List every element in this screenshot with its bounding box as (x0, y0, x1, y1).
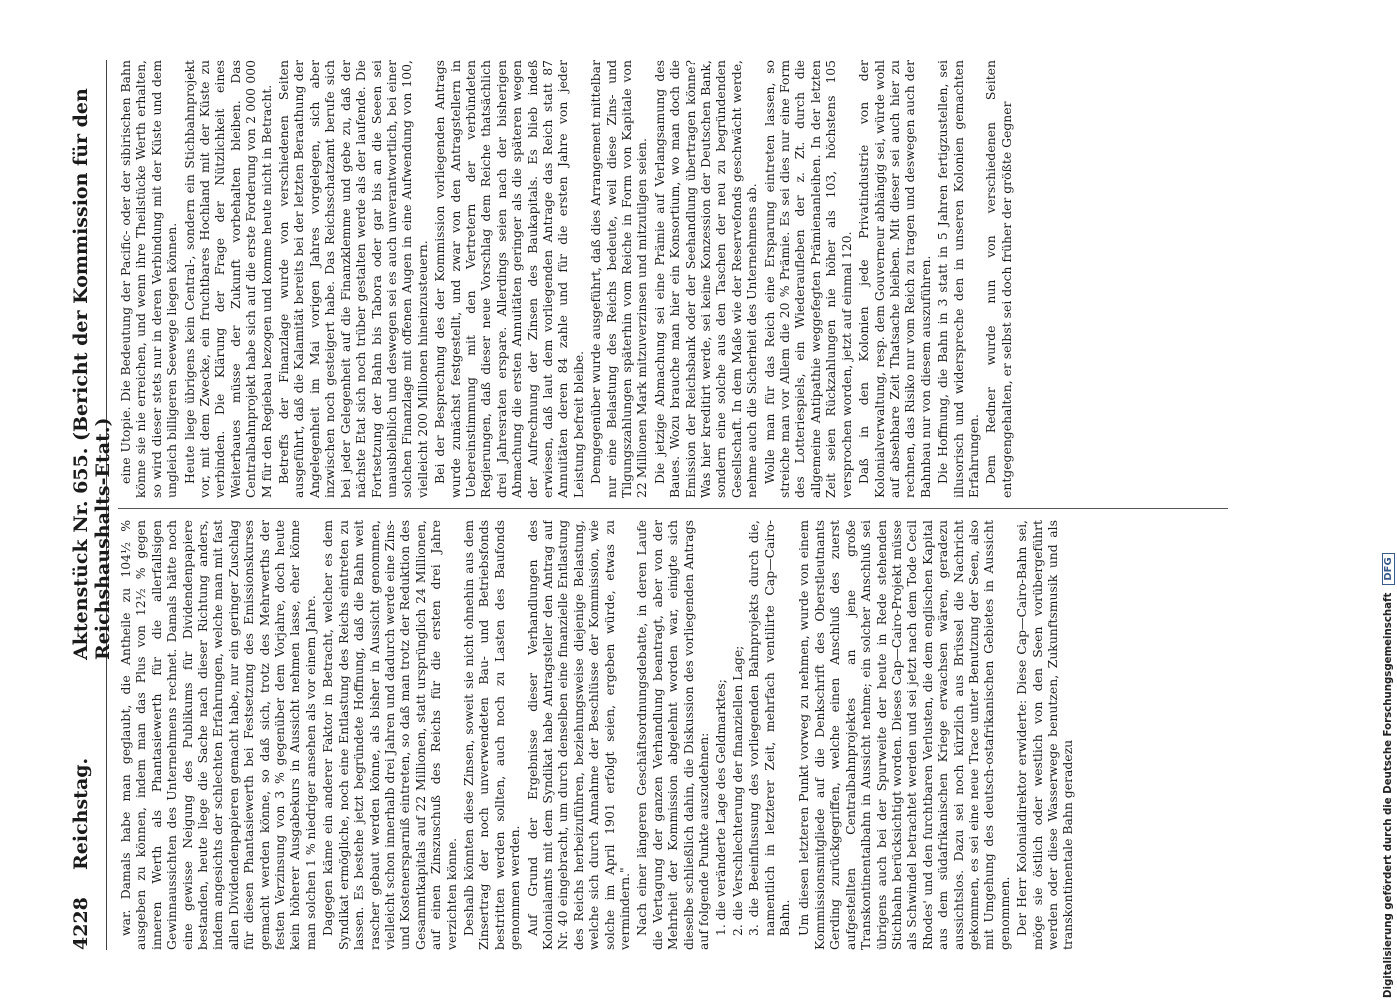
digitization-footer (1378, 0, 1397, 998)
paragraph: Deshalb könnten diese Zinsen, soweit sie nicht ohnehin aus dem Zinsertrag der noch unverwendeten Bau- und Betriebsfonds bestritten werden sollten, auch noch zu Lasten des Baufonds genommen werden. (460, 520, 523, 950)
list-item: 2. die Verschlechterung der finanziellen Lage; (729, 645, 745, 936)
header-center-title: Aktenstück Nr. 655. (Bericht der Kommission für den Reichshaushalts-Etat.) (70, 88, 114, 660)
text-column-left (118, 520, 1228, 950)
list-item: 3. die Beeinflussung des vorliegenden Bahnprojekts durch die, namentlich in letzterer Zeit, mehrfach ventilirte Cap—Cairo-Bahn. (746, 520, 793, 936)
paragraph: Der Herr Kolonialdirektor erwiderte: Diese Cap—Cairo-Bahn sei, möge sie östlich oder westlich von den Seen vorübergeführt werden oder diese Wasserwege benutzen, Zukunftsmusik und als transkontinentale Bahn geradezu (1014, 520, 1076, 950)
list-item: 1. die veränderte Lage des Geldmarktes; (713, 679, 729, 936)
paragraph: Die jetzige Abmachung sei eine Prämie auf Verlangsamung des Baues. Wozu brauche man hier ein Konsortium, wo man doch die Emission der Reichsbank oder der Seehandlung übertragen könne? Was hier kreditirt werde, sei keine Konzession der Deutschen Bank, sondern eine solche aus den Taschen der neu zu begründenden Gesellschaft. In dem Maße wie der Reservefonds geschwächt werde, nehme auch die Sicherheit des Unternehmens ab. (651, 60, 760, 498)
digitization-notice: Digitalisierung gefördert durch die Deutsche Forschungsgemeinschaft (1382, 592, 1394, 998)
paragraph: eine Utopie. Die Bedeutung der Pacific- oder der sibirischen Bahn könne sie nie erreichen, und wenn ihre Theilstücke Werth erhalten, so wird dieser stets nur in deren Verbindung mit der Küste und dem ungleich billigeren Seewege liegen können. (118, 60, 180, 498)
paragraph: Dem Redner wurde nun von verschiedenen Seiten entgegengehalten, er selbst sei doch früher der größte Gegner (983, 60, 1014, 498)
paragraph: Wolle man für das Reich eine Ersparung eintreten lassen, so streiche man vor Allem die 20 % Prämie. Es sei dies nur eine Form des Lotteriespiels, ein Wiederaufleben der z. Zt. durch die allgemeine Antipathie weggefegten Prämienanleihen. In der letzten Zeit seien Rückzahlungen nie höher als 103, höchstens 105 versprochen worden, jetzt auf einmal 120. (761, 60, 854, 498)
paragraph: Die Hoffnung, die Bahn in 3 statt in 5 Jahren fertigzustellen, sei illusorisch und widerspreche den in unseren Kolonien gemachten Erfahrungen. (935, 60, 981, 498)
paragraph: Bei der Besprechung des der Kommission vorliegenden Antrags wurde zunächst festgestellt, und zwar von den Antragstellern in Uebereinstimmung mit den Vertretern der verbündeten Regierungen, daß dieser neue Vorschlag dem Reiche thatsächlich drei Jahresraten erspare. Allerdings seien nach der bisherigen Abmachung die ersten Annuitäten geringer als die späteren wegen der Aufrechnung der Zinsen des Baukapitals. Es blieb indeß erwiesen, daß laut dem vorliegenden Antrage das Reich statt 87 Annuitäten deren 84 zahle und für die ersten Jahre von jeder Leistung befreit bleibe. (432, 60, 586, 498)
paragraph: Auf Grund der Ergebnisse dieser Verhandlungen des Kolonialamts mit dem Syndikat habe Antragsteller den Antrag auf Nr. 40 eingebracht, um durch denselben eine finanzielle Entlastung des Reichs herbeizuführen, beziehungsweise diejenige Belastung, welche sich durch Annahme der Beschlüsse der Kommission, wie solche im April 1901 erfolgt seien, ergeben würde, etwas zu vermindern." (524, 520, 632, 950)
paragraph: Dagegen käme ein anderer Faktor in Betracht, welcher es dem Syndikat ermögliche, noch eine Entlastung des Reichs eintreten zu lassen. Es bestehe jetzt begründete Hoffnung, daß die Bahn weit rascher gebaut werden könne, als bisher in Aussicht genommen, vielleicht schon innerhalb drei Jahren und dadurch werde eine Zins- und Kostenersparniß eintreten, so daß man trotz der Reduktion des Gesammtkapitals auf 22 Millionen, statt ursprünglich 24 Millionen, auf einen Zinszuschuß des Reichs für die ersten drei Jahre verzichten könne. (320, 520, 459, 950)
paragraph: Heute liege übrigens kein Central-, sondern ein Stichbahnprojekt vor, mit dem Zwecke, ein fruchtbares Hochland mit der Küste zu verbinden. Die Klärung der Frage der Nützlichkeit eines Weiterbaues müsse der Zukunft vorbehalten bleiben. Das Centralbahnprojekt habe sich auf die erste Forderung von 2 000 000 M für den Regiebau bezogen und komme heute nicht in Betracht. (181, 60, 274, 498)
paragraph: Daß in den Kolonien jede Privatindustrie von der Kolonialverwaltung, resp. dem Gouverneur abhängig sei, würde wohl auf absehbare Zeit Thatsache bleiben. Mit dieser sei auch hier zu rechnen, das Risiko nur vom Reich zu tragen und deswegen auch der Bahnbau nur von diesem auszuführen. (856, 60, 933, 498)
page-header (70, 60, 114, 950)
paragraph: Demgegenüber wurde ausgeführt, daß dies Arrangement mittelbar nur eine Belastung des Reichs bedeute, weil diese Zins- und Tilgungszahlungen späterhin vom Reiche in Form von Kapitale von 22 Millionen Mark mitzuverzinsen und mitzutilgen seien. (588, 60, 650, 498)
numbered-list (713, 520, 792, 950)
rotated-page-content (70, 60, 1270, 950)
paragraph: Betreffs der Finanzlage wurde von verschiedenen Seiten ausgeführt, daß die Kalamität bereits bei der letzten Beraathung der Angelegenheit im Mai vorigen Jahres vorgelegen, sich aber inzwischen noch gesteigert habe. Das Reichsschatzamt berufe sich bei jeder Gelegenheit auf die Finanzklemme und gebe zu, daß der nächste Etat sich noch trüber gestalten werde als der laufende. Die Fortsetzung der Bahn bis Tabora oder gar bis an die Seeen sei unausbleiblich und deswegen sei es auch unverantwortlich, bei einer solchen Finanzlage mit offenen Augen in eine Aufwendung von 100, vielleicht 200 Millionen hineinzusteuern. (276, 60, 430, 498)
page-number: 4228 (70, 897, 92, 950)
text-column-right (118, 60, 1228, 498)
dfg-logo: DFG (1382, 553, 1395, 584)
paragraph: Nach einer längeren Geschäftsordnungsdebatte, in deren Laufe die Vertagung der ganzen Verhandlung beantragt, aber von der Mehrheit der Kommission abgelehnt worden war, einigte sich dieselbe schließlich dahin, die Diskussion des vorliegenden Antrags auf folgende Punkte auszudehnen: (634, 520, 712, 950)
column-divider (118, 508, 1228, 509)
header-left-title: Reichstag. (70, 757, 92, 870)
paragraph: war. Damals habe man geglaubt, die Antheile zu 104½ % ausgeben zu können, indem man das Plus von 12½ % gegen inneren Werth als Phantasiewerth für die allerfallsigen Gewinnaussichten des Unternehmens rechnet. Damals hätte noch eine gewisse Neigung des Publikums für Dividendenpapiere bestanden, heute liege die Sache nach dieser Richtung anders, indem angesichts der schlechten Erfahrungen, welche man mit fast allen Dividendenpapieren gemacht habe, nur ein geringer Zuschlag für diesen Phantasiewerth bei Festsetzung des Emissionskurses gemacht werden könne, so daß sich, trotz des Mehrwerths der festen Verzinsung von 3 % gegenüber dem Vorjahre, doch heute kein höherer Ausgabekurs in Aussicht nehmen lasse, eher könne man solchen 1 % niedriger ansehen als vor einem Jahre. (118, 520, 318, 950)
paragraph: Um diesen letzteren Punkt vorweg zu nehmen, wurde von einem Kommissionsmitgliede auf die Denkschrift des Oberstleutnants Gerding zurückgegriffen, welche einen Anschluß des zuerst aufgestellten Centralbahnprojektes an jene große Transkontinentalbahn in Aussicht nehme; ein solcher Anschluß sei übrigens auch bei der Spurweite der heute in Rede stehenden Stichbahn berücksichtigt worden. Dieses Cap—Cairo-Projekt müsse als Schwindel betrachtet werden und sei jetzt nach dem Tode Cecil Rhodes' und den furchtbaren Verlusten, die dem englischen Kapital aus dem südafrikanischen Kriege erwachsen wären, geradezu aussichtslos. Dazu sei noch kürzlich aus Brüssel die Nachricht gekommen, es sei eine neue Trace unter Benutzung der Seen, also mit Umgehung des deutsch-ostafrikanischen Gebietes in Aussicht genommen. (796, 520, 1012, 950)
